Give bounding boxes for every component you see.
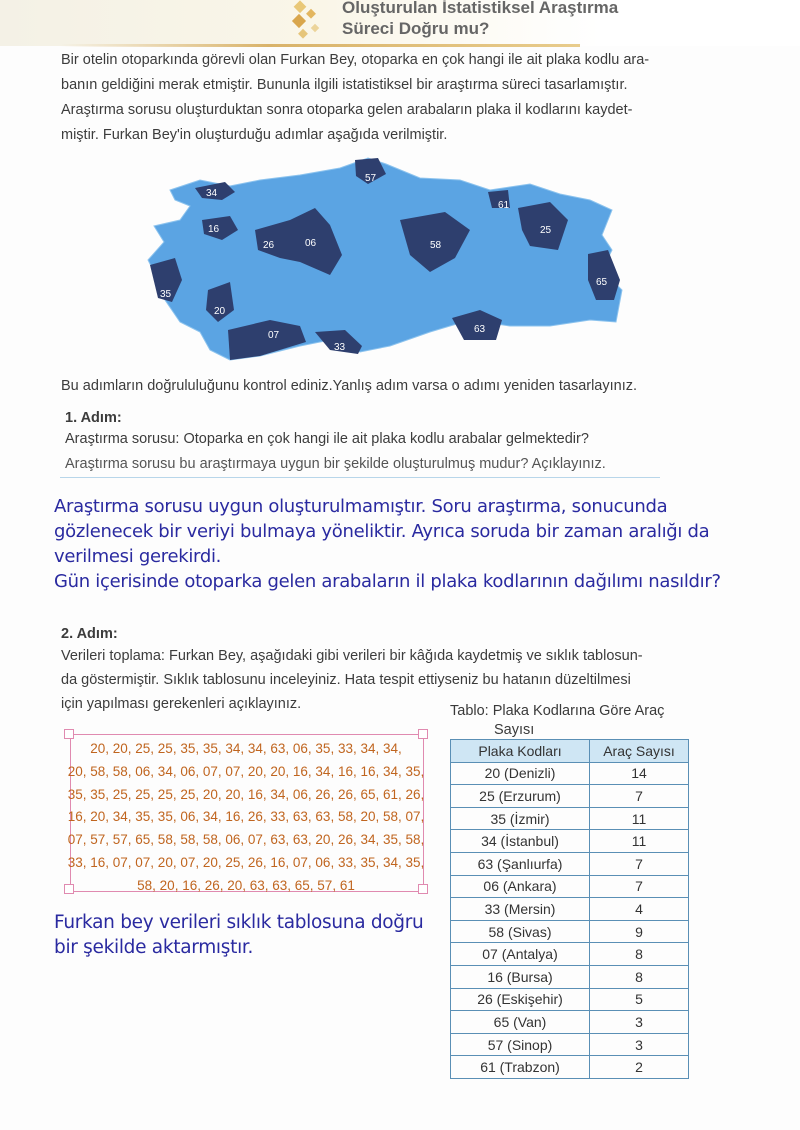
page-title xyxy=(342,0,618,39)
data-line: 20, 20, 25, 25, 35, 35, 34, 34, 63, 06, 35, 33, 34, 34, xyxy=(90,741,402,756)
table-row xyxy=(451,807,689,830)
handwritten-answer-1 xyxy=(54,494,721,594)
data-line: 07, 57, 57, 65, 58, 58, 58, 06, 07, 63, 63, 20, 26, 34, 35, 58, xyxy=(67,832,425,848)
answer-line: Araştırma sorusu uygun oluşturulmamıştır. Soru araştırma, sonucunda xyxy=(54,496,668,517)
map-label-65: 65 xyxy=(596,277,608,288)
table-row xyxy=(451,1011,689,1034)
plate-code-cell: 57 (Sinop) xyxy=(451,1033,590,1056)
table-row xyxy=(451,852,689,875)
intro-line: miştir. Furkan Bey'in oluşturduğu adımlar aşağıda verilmiştir. xyxy=(61,127,448,143)
plate-code-cell: 65 (Van) xyxy=(451,1011,590,1034)
step-2-line: da göstermiştir. Sıklık tablosunu inceleyiniz. Hata tespit ettiyseniz bu hatanın düzeltilmesi xyxy=(61,672,631,688)
plate-code-cell: 34 (İstanbul) xyxy=(451,830,590,853)
title-line-2: Süreci Doğru mu? xyxy=(342,19,490,38)
count-cell: 8 xyxy=(590,965,689,988)
handwritten-answer-2 xyxy=(54,910,423,960)
map-label-16: 16 xyxy=(208,224,220,235)
table-row xyxy=(451,875,689,898)
count-cell: 7 xyxy=(590,875,689,898)
plate-code-cell: 25 (Erzurum) xyxy=(451,785,590,808)
plate-code-cell: 16 (Bursa) xyxy=(451,965,590,988)
step-1 xyxy=(65,408,606,475)
answer-line: gözlenecek bir veriyi bulmaya yöneliktir. Ayrıca soruda bir zaman aralığı da xyxy=(54,521,710,542)
step-1-prompt: Araştırma sorusu bu araştırmaya uygun bir şekilde oluşturulmuş mudur? Açıklayınız. xyxy=(65,456,606,472)
map-label-63: 63 xyxy=(474,324,486,335)
step-2-line: Verileri toplama: Furkan Bey, aşağıdaki gibi verileri bir kâğıda kaydetmiş ve sıklık tablosun- xyxy=(61,648,643,664)
table-row xyxy=(451,965,689,988)
plate-code-cell: 33 (Mersin) xyxy=(451,898,590,921)
map-label-61: 61 xyxy=(498,200,510,211)
table-row xyxy=(451,943,689,966)
map-label-20: 20 xyxy=(214,306,226,317)
data-line: 58, 20, 16, 26, 20, 63, 63, 65, 57, 61 xyxy=(137,877,355,893)
plate-code-cell: 61 (Trabzon) xyxy=(451,1056,590,1079)
plate-code-cell: 35 (İzmir) xyxy=(451,807,590,830)
count-cell: 9 xyxy=(590,920,689,943)
diamond-ornament-icon xyxy=(282,0,332,44)
map-label-06: 06 xyxy=(305,238,317,249)
step-1-heading: 1. Adım: xyxy=(65,410,122,426)
map-label-34: 34 xyxy=(206,188,218,199)
table-caption xyxy=(450,702,710,740)
plate-code-cell: 06 (Ankara) xyxy=(451,875,590,898)
plate-code-cell: 58 (Sivas) xyxy=(451,920,590,943)
table-row xyxy=(451,1033,689,1056)
plate-code-cell: 07 (Antalya) xyxy=(451,943,590,966)
column-header: Araç Sayısı xyxy=(590,740,689,763)
count-cell: 4 xyxy=(590,898,689,921)
divider xyxy=(60,477,660,478)
table-row xyxy=(451,830,689,853)
table-row xyxy=(451,762,689,785)
data-line: 33, 16, 07, 07, 20, 07, 20, 25, 26, 16, 07, 06, 33, 35, 34, 35, xyxy=(67,854,425,870)
count-cell: 3 xyxy=(590,1011,689,1034)
column-header: Plaka Kodları xyxy=(451,740,590,763)
data-line: 20, 58, 58, 06, 34, 06, 07, 07, 20, 20, 16, 34, 16, 16, 34, 35, xyxy=(67,763,425,779)
count-cell: 3 xyxy=(590,1033,689,1056)
step-2-line: için yapılması gerekenleri açıklayınız. xyxy=(61,696,302,712)
answer-line: Furkan bey verileri sıklık tablosuna doğru xyxy=(54,912,424,933)
plate-code-cell: 20 (Denizli) xyxy=(451,762,590,785)
raw-data-values xyxy=(64,738,428,898)
caption-line: Tablo: Plaka Kodlarına Göre Araç xyxy=(450,703,665,719)
table-row xyxy=(451,898,689,921)
caption-line: Sayısı xyxy=(494,722,535,738)
step-2-heading: 2. Adım: xyxy=(61,626,118,642)
count-cell: 7 xyxy=(590,785,689,808)
data-line: 16, 20, 34, 35, 35, 06, 34, 16, 26, 33, 63, 63, 58, 20, 58, 07, xyxy=(67,809,425,825)
count-cell: 7 xyxy=(590,852,689,875)
map-label-58: 58 xyxy=(430,240,442,251)
answer-line: verilmesi gerekirdi. xyxy=(54,546,222,567)
title-line-1: Oluşturulan İstatistiksel Araştırma xyxy=(342,0,619,17)
count-cell: 11 xyxy=(590,807,689,830)
table-row xyxy=(451,920,689,943)
intro-line: Araştırma sorusu oluşturduktan sonra otoparka gelen arabaların plaka il kodlarını kaydet- xyxy=(61,102,633,118)
table-row xyxy=(451,1056,689,1079)
count-cell: 11 xyxy=(590,830,689,853)
plate-code-cell: 26 (Eskişehir) xyxy=(451,988,590,1011)
count-cell: 14 xyxy=(590,762,689,785)
step-1-question: Araştırma sorusu: Otoparka en çok hangi ile ait plaka kodlu arabalar gelmektedir? xyxy=(65,431,589,447)
map-label-26: 26 xyxy=(263,240,275,251)
map-label-57: 57 xyxy=(365,173,377,184)
map-label-33: 33 xyxy=(334,342,346,353)
map-label-35: 35 xyxy=(160,289,172,300)
map-label-25: 25 xyxy=(540,225,552,236)
count-cell: 8 xyxy=(590,943,689,966)
intro-line: banın geldiğini merak etmiştir. Bununla ilgili istatistiksel bir araştırma süreci tasarlamıştır. xyxy=(61,77,628,93)
count-cell: 2 xyxy=(590,1056,689,1079)
header-rule xyxy=(60,44,580,47)
table-row xyxy=(451,785,689,808)
frequency-table xyxy=(450,739,689,1079)
answer-line: Gün içerisinde otoparka gelen arabaların il plaka kodlarının dağılımı nasıldır? xyxy=(54,571,721,592)
data-line: 35, 35, 25, 25, 25, 25, 20, 20, 16, 34, 06, 26, 26, 65, 61, 26, xyxy=(67,786,425,802)
intro-line: Bir otelin otoparkında görevli olan Furkan Bey, otoparka en çok hangi ile ait plaka kodlu ara- xyxy=(61,52,650,68)
count-cell: 5 xyxy=(590,988,689,1011)
turkey-map xyxy=(130,150,630,375)
intro-paragraph xyxy=(61,48,711,148)
answer-line: bir şekilde aktarmıştır. xyxy=(54,937,254,958)
plate-code-cell: 63 (Şanlıurfa) xyxy=(451,852,590,875)
table-row xyxy=(451,988,689,1011)
map-label-07: 07 xyxy=(268,330,280,341)
instruction-text: Bu adımların doğrululuğunu kontrol ediniz.Yanlış adım varsa o adımı yeniden tasarlayınız. xyxy=(61,378,638,394)
